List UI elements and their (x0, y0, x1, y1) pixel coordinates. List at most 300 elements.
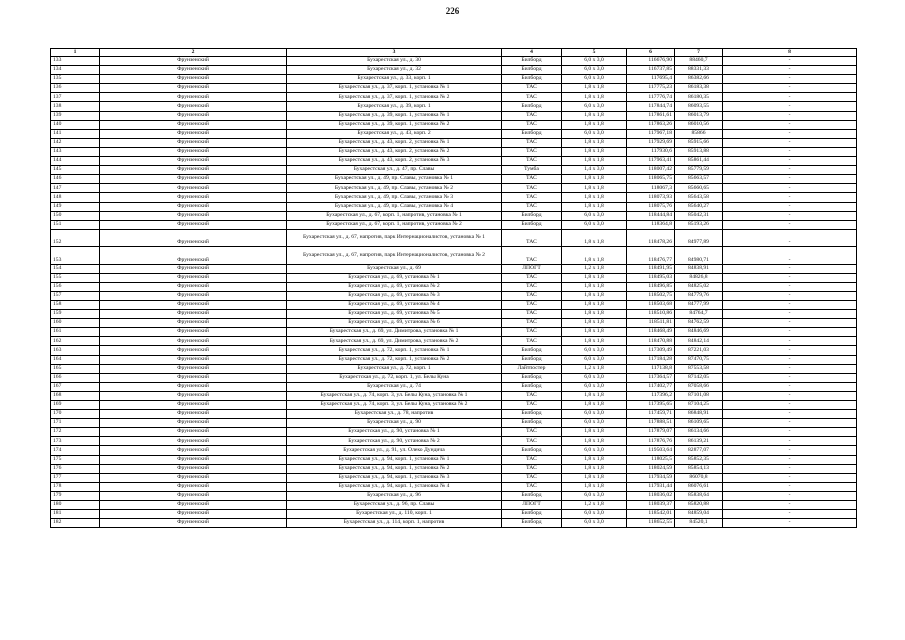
structure-type-cell: Билборд (502, 129, 562, 138)
coord-x-cell: 118067,3 (627, 184, 675, 193)
table-row (51, 291, 857, 300)
row-number: 139 (51, 111, 100, 120)
column-header: 4 (502, 49, 562, 57)
address-cell: Бухарестская ул., д. 33, корп. 1 (287, 75, 502, 84)
coord-x-cell: 118039,37 (627, 501, 675, 510)
row-number: 146 (51, 175, 100, 184)
address-cell: Бухарестская ул., д. 67, корп. 1, напротив, установка № 1 (287, 211, 502, 220)
coord-y-cell: 84779,76 (675, 291, 723, 300)
size-cell: 1,8 x 1,8 (562, 337, 627, 346)
size-cell: 1,8 x 1,8 (562, 300, 627, 309)
coord-y-cell: 85854,13 (675, 464, 723, 473)
coord-x-cell: 118542,01 (627, 510, 675, 519)
address-cell: Бухарестская ул., д. 39, корп. 1, установка № 2 (287, 120, 502, 129)
column-header: 6 (627, 49, 675, 57)
coord-x-cell: 118468,49 (627, 328, 675, 337)
district-cell: Фрунзенский (100, 175, 287, 184)
note-cell: - (723, 455, 857, 464)
structure-type-cell: Билборд (502, 491, 562, 500)
coord-y-cell: 85820,88 (675, 501, 723, 510)
district-cell: Фрунзенский (100, 75, 287, 84)
coord-y-cell: 86139,21 (675, 437, 723, 446)
coord-y-cell: 86180,35 (675, 93, 723, 102)
note-cell: - (723, 184, 857, 193)
coord-x-cell: 118025,5 (627, 455, 675, 464)
district-cell: Фрунзенский (100, 400, 287, 409)
table-row (51, 410, 857, 419)
address-cell: Бухарестская ул., д. 78, напротив (287, 410, 502, 419)
address-cell: Бухарестская ул., д. 43, корп. 2, установка № 3 (287, 157, 502, 166)
structure-type-cell: Билборд (502, 211, 562, 220)
structure-type-cell: ТАС (502, 482, 562, 491)
note-cell: - (723, 391, 857, 400)
row-number: 140 (51, 120, 100, 129)
address-cell: Бухарестская ул., д. 39, корп. 1 (287, 102, 502, 111)
row-number: 162 (51, 337, 100, 346)
note-cell: - (723, 138, 857, 147)
row-number: 159 (51, 310, 100, 319)
address-cell: Бухарестская ул., д. 43, корп. 2, установка № 2 (287, 147, 502, 156)
size-cell: 6,0 x 3,0 (562, 75, 627, 84)
address-cell: Бухарестская ул., д. 91, ул. Олеко Дундича (287, 446, 502, 455)
size-cell: 1,2 x 1,8 (562, 501, 627, 510)
district-cell: Фрунзенский (100, 437, 287, 446)
district-cell: Фрунзенский (100, 455, 287, 464)
coord-x-cell: 117876,76 (627, 437, 675, 446)
size-cell: 1,8 x 1,8 (562, 147, 627, 156)
address-cell: Бухарестская ул., д. 69, установка № 5 (287, 310, 502, 319)
size-cell: 1,8 x 1,8 (562, 482, 627, 491)
note-cell: - (723, 75, 857, 84)
column-header: 3 (287, 49, 502, 57)
structure-type-cell: Билборд (502, 57, 562, 66)
coord-x-cell: 117934,59 (627, 473, 675, 482)
district-cell: Фрунзенский (100, 473, 287, 482)
district-cell: Фрунзенский (100, 184, 287, 193)
row-number: 174 (51, 446, 100, 455)
row-number: 149 (51, 202, 100, 211)
district-cell: Фрунзенский (100, 102, 287, 111)
note-cell: - (723, 147, 857, 156)
note-cell: - (723, 157, 857, 166)
size-cell: 1,8 x 1,8 (562, 93, 627, 102)
address-cell: Бухарестская ул., д. 69 (287, 264, 502, 273)
structure-type-cell: Билборд (502, 419, 562, 428)
note-cell: - (723, 328, 857, 337)
table-row (51, 57, 857, 66)
address-cell: Бухарестская ул., д. 67, напротив, парк Интернационалистов, установка № 2 (287, 247, 502, 264)
coord-y-cell: 84838,91 (675, 264, 723, 273)
note-cell: - (723, 410, 857, 419)
coord-y-cell: 86382,66 (675, 75, 723, 84)
table-row (51, 120, 857, 129)
coord-y-cell: 85193,26 (675, 220, 723, 229)
column-header: 1 (51, 49, 100, 57)
address-cell: Бухарестская ул., д. 69, установка № 4 (287, 300, 502, 309)
table-row (51, 66, 857, 75)
structure-type-cell: Тумба (502, 166, 562, 175)
coord-x-cell: 118007,42 (627, 166, 675, 175)
structure-type-cell: ТАС (502, 157, 562, 166)
district-cell: Фрунзенский (100, 300, 287, 309)
district-cell: Фрунзенский (100, 410, 287, 419)
coord-y-cell: 86183,38 (675, 84, 723, 93)
coord-x-cell: 117931,44 (627, 482, 675, 491)
column-header: 8 (723, 49, 857, 57)
table-row (51, 273, 857, 282)
size-cell: 6,0 x 3,0 (562, 129, 627, 138)
table-row (51, 373, 857, 382)
size-cell: 6,0 x 3,0 (562, 346, 627, 355)
structure-type-cell: Билборд (502, 373, 562, 382)
district-cell: Фрунзенский (100, 211, 287, 220)
size-cell: 1,8 x 1,8 (562, 319, 627, 328)
structure-type-cell: ТАС (502, 184, 562, 193)
row-number: 136 (51, 84, 100, 93)
table-row (51, 382, 857, 391)
structure-type-cell: Билборд (502, 446, 562, 455)
coord-y-cell: 85660,65 (675, 184, 723, 193)
district-cell: Фрунзенский (100, 291, 287, 300)
address-cell: Бухарестская ул., д. 67, корп. 1, напротив, установка № 2 (287, 220, 502, 229)
district-cell: Фрунзенский (100, 247, 287, 264)
district-cell: Фрунзенский (100, 510, 287, 519)
coord-x-cell: 117695,4 (627, 75, 675, 84)
note-cell: - (723, 202, 857, 211)
row-number: 156 (51, 282, 100, 291)
structure-type-cell: ТАС (502, 273, 562, 282)
row-number: 177 (51, 473, 100, 482)
row-number: 148 (51, 193, 100, 202)
structure-type-cell: ТАС (502, 202, 562, 211)
coord-x-cell: 116676,90 (627, 57, 675, 66)
row-number: 157 (51, 291, 100, 300)
table-row (51, 391, 857, 400)
coord-y-cell: 84764,7 (675, 310, 723, 319)
district-cell: Фрунзенский (100, 328, 287, 337)
size-cell: 6,0 x 3,0 (562, 382, 627, 391)
note-cell: - (723, 337, 857, 346)
district-cell: Фрунзенский (100, 346, 287, 355)
size-cell: 1,8 x 1,8 (562, 464, 627, 473)
district-cell: Фрунзенский (100, 220, 287, 229)
coord-y-cell: 86013,79 (675, 111, 723, 120)
note-cell: - (723, 300, 857, 309)
note-cell: - (723, 102, 857, 111)
table-row (51, 446, 857, 455)
table-row (51, 264, 857, 273)
district-cell: Фрунзенский (100, 501, 287, 510)
coord-x-cell: 117879,07 (627, 428, 675, 437)
structure-type-cell: ТАС (502, 464, 562, 473)
coord-y-cell: 87101,08 (675, 391, 723, 400)
size-cell: 1,4 x 3,0 (562, 166, 627, 175)
coord-y-cell: 88460,7 (675, 57, 723, 66)
coord-y-cell: 82877,07 (675, 446, 723, 455)
note-cell: - (723, 57, 857, 66)
coord-x-cell: 117861,61 (627, 111, 675, 120)
note-cell: - (723, 364, 857, 373)
address-cell: Бухарестская ул., д. 114, корп. 1, напротив (287, 519, 502, 528)
structure-type-cell: Лайтпостер (502, 364, 562, 373)
address-cell: Бухарестская ул., д. 37, корп. 1, установка № 2 (287, 93, 502, 102)
structure-type-cell: Билборд (502, 410, 562, 419)
address-cell: Бухарестская ул., д. 69, установка № 6 (287, 319, 502, 328)
row-number: 180 (51, 501, 100, 510)
table-row (51, 455, 857, 464)
size-cell: 1,8 x 1,8 (562, 229, 627, 246)
size-cell: 1,8 x 1,8 (562, 328, 627, 337)
size-cell: 1,8 x 1,8 (562, 455, 627, 464)
size-cell: 6,0 x 3,0 (562, 57, 627, 66)
address-cell: Бухарестская ул., д. 49, пр. Славы, установка № 1 (287, 175, 502, 184)
structure-type-cell: ТАС (502, 229, 562, 246)
table-row (51, 355, 857, 364)
row-number: 150 (51, 211, 100, 220)
address-cell: Бухарестская ул., д. 90 (287, 419, 502, 428)
coord-x-cell: 117776,74 (627, 93, 675, 102)
structure-type-cell: ТАС (502, 138, 562, 147)
coord-y-cell: 84859,04 (675, 510, 723, 519)
coord-y-cell: 84826,8 (675, 273, 723, 282)
row-number: 160 (51, 319, 100, 328)
coord-y-cell: 86010,56 (675, 120, 723, 129)
structure-type-cell: Билборд (502, 220, 562, 229)
size-cell: 6,0 x 3,0 (562, 419, 627, 428)
size-cell: 1,8 x 1,8 (562, 193, 627, 202)
row-number: 144 (51, 157, 100, 166)
structure-type-cell: ТАС (502, 84, 562, 93)
table-row (51, 129, 857, 138)
address-cell: Бухарестская ул., д. 30 (287, 57, 502, 66)
row-number: 173 (51, 437, 100, 446)
coord-y-cell: 85643,58 (675, 193, 723, 202)
structure-type-cell: ТАС (502, 400, 562, 409)
note-cell: - (723, 166, 857, 175)
coord-y-cell: 86848,91 (675, 410, 723, 419)
note-cell: - (723, 175, 857, 184)
coord-x-cell: 118511,81 (627, 319, 675, 328)
table-row (51, 319, 857, 328)
address-cell: Бухарестская ул., д. 67, напротив, парк Интернационалистов, установка № 1 (287, 229, 502, 246)
coord-x-cell: 118073,93 (627, 193, 675, 202)
note-cell: - (723, 319, 857, 328)
structure-type-cell: ТАС (502, 120, 562, 129)
district-cell: Фрунзенский (100, 355, 287, 364)
note-cell: - (723, 491, 857, 500)
structure-type-cell: Билборд (502, 519, 562, 528)
note-cell: - (723, 400, 857, 409)
coord-y-cell: 84825,02 (675, 282, 723, 291)
coord-x-cell: 118495,03 (627, 273, 675, 282)
size-cell: 1,8 x 1,8 (562, 437, 627, 446)
district-cell: Фрунзенский (100, 66, 287, 75)
structure-type-cell: Билборд (502, 355, 562, 364)
table-row (51, 400, 857, 409)
coord-x-cell: 118652,55 (627, 519, 675, 528)
structure-type-cell: ТАС (502, 328, 562, 337)
table-row (51, 328, 857, 337)
table-row (51, 193, 857, 202)
district-cell: Фрунзенский (100, 264, 287, 273)
size-cell: 1,8 x 1,8 (562, 157, 627, 166)
size-cell: 1,8 x 1,8 (562, 400, 627, 409)
coord-y-cell: 85866 (675, 129, 723, 138)
coord-y-cell: 85861,44 (675, 157, 723, 166)
table-row (51, 184, 857, 193)
size-cell: 1,8 x 1,8 (562, 291, 627, 300)
district-cell: Фрунзенский (100, 202, 287, 211)
row-number: 153 (51, 247, 100, 264)
address-cell: Бухарестская ул., д. 69, установка № 3 (287, 291, 502, 300)
structure-type-cell: Билборд (502, 346, 562, 355)
note-cell: - (723, 464, 857, 473)
structure-type-cell: Билборд (502, 510, 562, 519)
table-row (51, 175, 857, 184)
row-number: 179 (51, 491, 100, 500)
row-number: 134 (51, 66, 100, 75)
coord-y-cell: 86109,65 (675, 419, 723, 428)
coord-y-cell: 84762,59 (675, 319, 723, 328)
row-number: 141 (51, 129, 100, 138)
address-cell: Бухарестская ул., д. 39, корп. 1, установка № 1 (287, 111, 502, 120)
address-cell: Бухарестская ул., д. 72, корп. 1, установка № 2 (287, 355, 502, 364)
structure-type-cell: ТАС (502, 310, 562, 319)
table-row (51, 157, 857, 166)
district-cell: Фрунзенский (100, 84, 287, 93)
coord-x-cell: 118024,59 (627, 464, 675, 473)
coord-x-cell: 117402,77 (627, 382, 675, 391)
note-cell: - (723, 229, 857, 246)
address-cell: Бухарестская ул., д. 90, установка № 2 (287, 437, 502, 446)
note-cell: - (723, 501, 857, 510)
table-row (51, 147, 857, 156)
row-number: 133 (51, 57, 100, 66)
table-row (51, 310, 857, 319)
structure-type-cell: ТАС (502, 473, 562, 482)
structure-type-cell: ТАС (502, 437, 562, 446)
table-row (51, 84, 857, 93)
size-cell: 1,2 x 1,8 (562, 364, 627, 373)
note-cell: - (723, 247, 857, 264)
structure-type-cell: ТАС (502, 291, 562, 300)
structure-type-cell: Билборд (502, 102, 562, 111)
address-cell: Бухарестская ул., д. 94, корп. 1, установка № 2 (287, 464, 502, 473)
size-cell: 1,8 x 1,8 (562, 120, 627, 129)
coord-y-cell: 87470,75 (675, 355, 723, 364)
coord-x-cell: 117967,18 (627, 129, 675, 138)
coord-y-cell: 86093,55 (675, 102, 723, 111)
table-row (51, 491, 857, 500)
table-row (51, 211, 857, 220)
column-header: 7 (675, 49, 723, 57)
table-row (51, 337, 857, 346)
address-cell: Бухарестская ул., д. 43, корп. 2, установка № 1 (287, 138, 502, 147)
coord-x-cell: 117863,26 (627, 120, 675, 129)
district-cell: Фрунзенский (100, 193, 287, 202)
row-number: 163 (51, 346, 100, 355)
district-cell: Фрунзенский (100, 428, 287, 437)
table-row (51, 75, 857, 84)
address-cell: Бухарестская ул., д. 43, корп. 2 (287, 129, 502, 138)
coord-y-cell: 86134,66 (675, 428, 723, 437)
size-cell: 6,0 x 3,0 (562, 410, 627, 419)
district-cell: Фрунзенский (100, 111, 287, 120)
size-cell: 6,0 x 3,0 (562, 373, 627, 382)
structure-type-cell: ТАС (502, 282, 562, 291)
row-number: 175 (51, 455, 100, 464)
coord-y-cell: 85663,57 (675, 175, 723, 184)
note-cell: - (723, 510, 857, 519)
row-number: 164 (51, 355, 100, 364)
structure-type-cell: ЛПОГТ (502, 264, 562, 273)
coord-y-cell: 85852,35 (675, 455, 723, 464)
row-number: 154 (51, 264, 100, 273)
district-cell: Фрунзенский (100, 419, 287, 428)
structure-type-cell: ТАС (502, 319, 562, 328)
address-cell: Бухарестская ул., д. 96, пр. Славы (287, 501, 502, 510)
structure-type-cell: Билборд (502, 382, 562, 391)
note-cell: - (723, 273, 857, 282)
district-cell: Фрунзенский (100, 310, 287, 319)
coord-x-cell: 117138,8 (627, 364, 675, 373)
coord-x-cell: 117459,71 (627, 410, 675, 419)
coord-x-cell: 118036,02 (627, 491, 675, 500)
row-number: 182 (51, 519, 100, 528)
address-cell: Бухарестская ул., д. 47, пр. Славы (287, 166, 502, 175)
table-header-row (51, 49, 857, 57)
coord-x-cell: 118503,68 (627, 300, 675, 309)
page-number: 226 (445, 6, 460, 16)
size-cell: 1,8 x 1,8 (562, 391, 627, 400)
address-cell: Бухарестская ул., д. 32 (287, 66, 502, 75)
address-cell: Бухарестская ул., д. 72, корп. 1 (287, 364, 502, 373)
table-row (51, 111, 857, 120)
district-cell: Фрунзенский (100, 519, 287, 528)
size-cell: 6,0 x 3,0 (562, 66, 627, 75)
structure-type-cell: ТАС (502, 428, 562, 437)
coord-x-cell: 116737,85 (627, 66, 675, 75)
table-row (51, 519, 857, 528)
coord-y-cell: 84977,89 (675, 229, 723, 246)
note-cell: - (723, 373, 857, 382)
coord-x-cell: 118510,86 (627, 310, 675, 319)
size-cell: 1,8 x 1,8 (562, 282, 627, 291)
size-cell: 1,8 x 1,8 (562, 273, 627, 282)
address-cell: Бухарестская ул., д. 94, корп. 1, установка № 1 (287, 455, 502, 464)
coord-x-cell: 118444,84 (627, 211, 675, 220)
coord-y-cell: 84846,69 (675, 328, 723, 337)
address-cell: Бухарестская ул., д. 74 (287, 382, 502, 391)
address-cell: Бухарестская ул., д. 69, ул. Димитрова, установка № 2 (287, 337, 502, 346)
coord-x-cell: 118502,75 (627, 291, 675, 300)
size-cell: 1,8 x 1,8 (562, 473, 627, 482)
row-number: 152 (51, 229, 100, 246)
coord-y-cell: 86070,8 (675, 473, 723, 482)
table-row (51, 247, 857, 264)
coord-y-cell: 86076,61 (675, 482, 723, 491)
address-cell: Бухарестская ул., д. 74, корп. 3, ул. Белы Куна, установка № 2 (287, 400, 502, 409)
table-row (51, 510, 857, 519)
address-cell: Бухарестская ул., д. 69, установка № 1 (287, 273, 502, 282)
coord-x-cell: 118075,76 (627, 202, 675, 211)
district-cell: Фрунзенский (100, 273, 287, 282)
table-row (51, 93, 857, 102)
coord-x-cell: 118478,26 (627, 229, 675, 246)
address-cell: Бухарестская ул., д. 74, корп. 3, ул. Белы Куна, установка № 1 (287, 391, 502, 400)
note-cell: - (723, 437, 857, 446)
coord-y-cell: 84980,71 (675, 247, 723, 264)
